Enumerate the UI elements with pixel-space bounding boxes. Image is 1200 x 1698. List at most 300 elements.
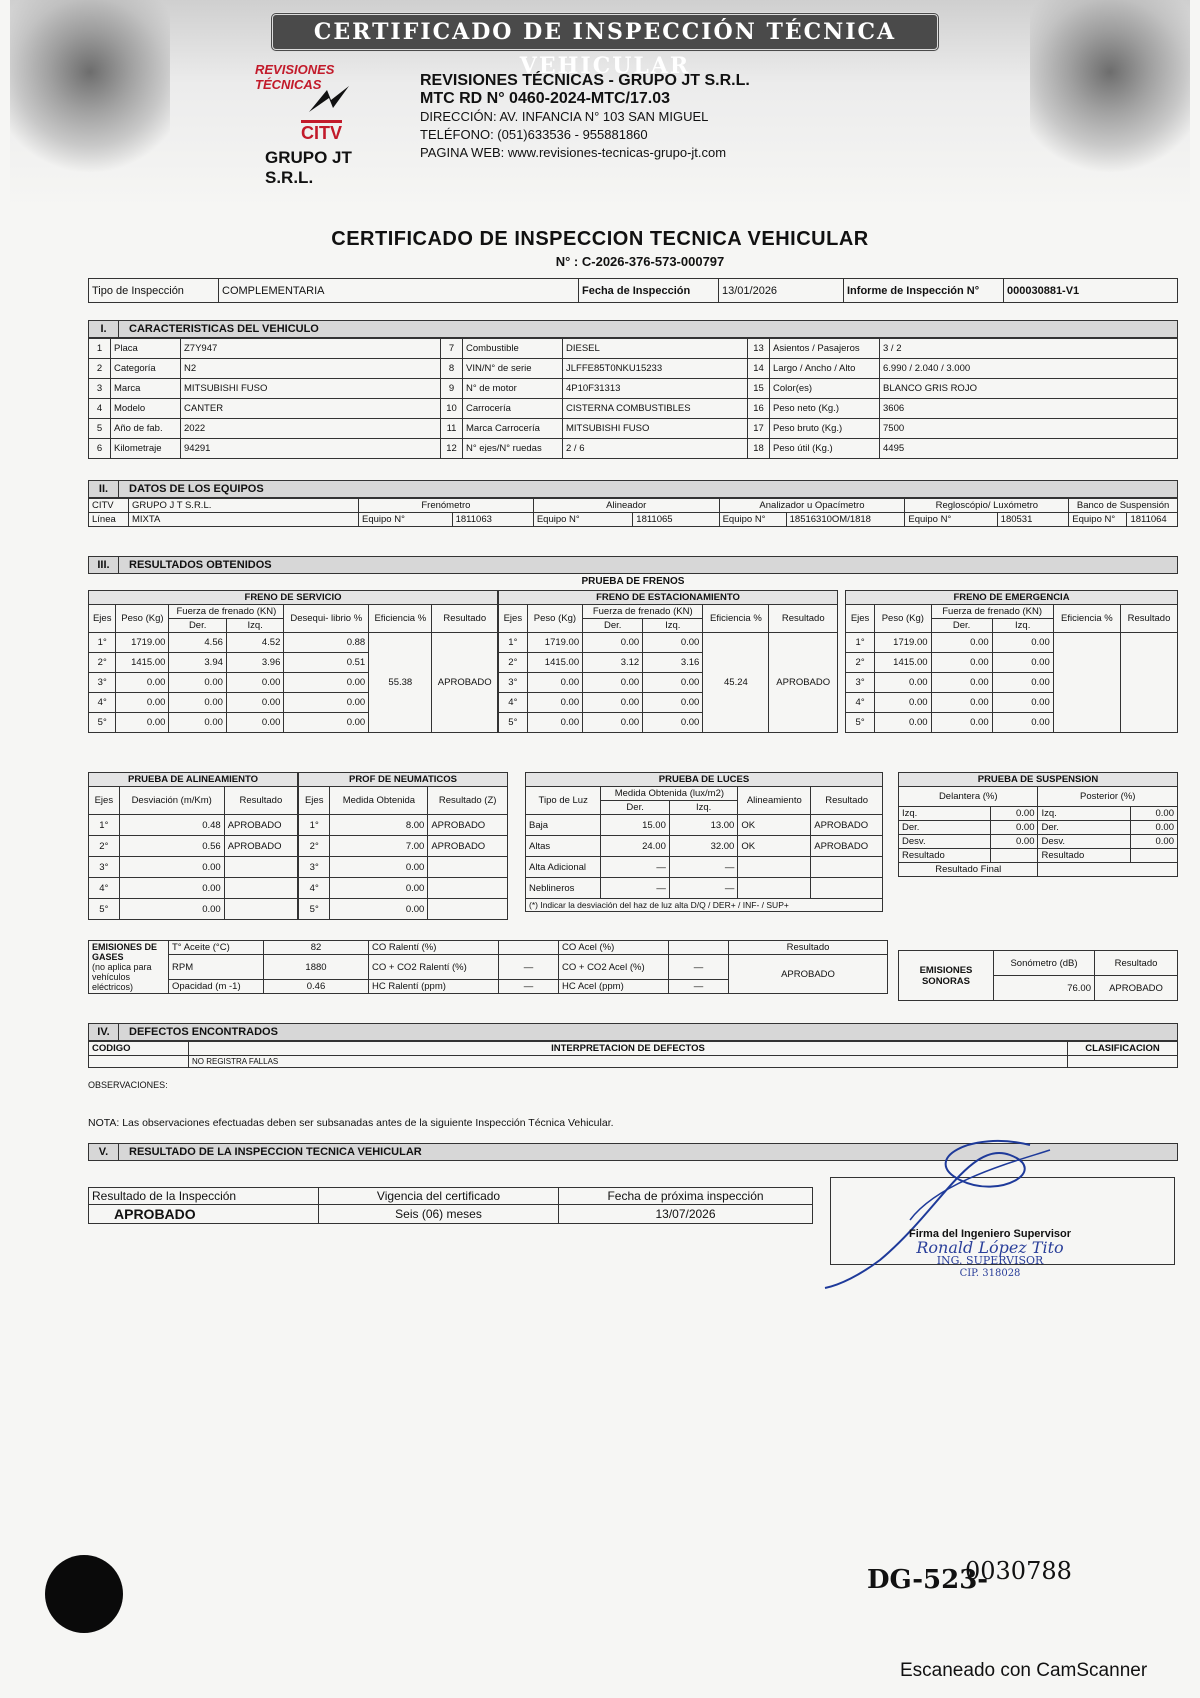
tires-title: PROF DE NEUMATICOS [299, 773, 508, 787]
eb-h-fuerza: Fuerza de frenado (KN) [931, 605, 1053, 619]
pb-h-ejes: Ejes [499, 605, 528, 633]
sb-h-izq: Izq. [226, 619, 283, 633]
vehicle-value-a: Z7Y947 [181, 339, 441, 359]
hc-ral-value: — [499, 980, 559, 994]
eb-peso: 1719.00 [875, 633, 931, 653]
table-row [89, 339, 1178, 359]
company-phone: TELÉFONO: (051)633536 - 955881860 [420, 127, 648, 142]
li-tipo: Alta Adicional [526, 857, 601, 878]
table-row [89, 379, 1178, 399]
ti-h-medida: Medida Obtenida [330, 787, 428, 815]
equip-name-1: Alineador [533, 499, 719, 513]
sb-izq: 4.52 [226, 633, 283, 653]
gases-cell [89, 941, 169, 994]
vehicle-label-c: Peso neto (Kg.) [770, 399, 880, 419]
vehicle-num-c: 17 [748, 419, 770, 439]
sb-peso: 0.00 [116, 693, 169, 713]
vehicle-num-b: 10 [441, 399, 463, 419]
section-1-header [88, 320, 1178, 338]
vehicle-value-a: 94291 [181, 439, 441, 459]
clasif-header: CLASIFICACION [1068, 1042, 1178, 1056]
li-izq: 13.00 [669, 815, 737, 836]
su-p-izq: 0.00 [1130, 807, 1177, 821]
al-res: APROBADO [224, 836, 297, 857]
eb-der: 0.00 [931, 633, 992, 653]
li-h-der: Der. [601, 801, 669, 815]
vehicle-num-a: 4 [89, 399, 111, 419]
su-final: Resultado Final [899, 863, 1038, 877]
informe-label: Informe de Inspección N° [844, 279, 1004, 303]
sb-eje: 5° [89, 713, 116, 733]
supervisor-name: Ronald López Tito [916, 1238, 1064, 1257]
sb-der: 3.94 [169, 653, 226, 673]
equipment-table [88, 498, 1178, 527]
punch-hole [45, 1555, 123, 1633]
section-5-num: V. [89, 1144, 119, 1160]
coco2-ral-label: CO + CO2 Ralentí (%) [369, 955, 499, 980]
sb-der: 0.00 [169, 693, 226, 713]
pb-eje: 5° [499, 713, 528, 733]
informe-value: 000030881-V1 [1004, 279, 1178, 303]
pb-izq: 3.16 [643, 653, 703, 673]
vigencia-label: Vigencia del certificado [319, 1188, 559, 1205]
eb-izq: 0.00 [992, 633, 1053, 653]
sb-eje: 2° [89, 653, 116, 673]
vehicle-num-a: 2 [89, 359, 111, 379]
sb-h-deseq: Desequi- librio % [284, 605, 369, 633]
eb-h-peso: Peso (Kg) [875, 605, 931, 633]
al-desv: 0.48 [119, 815, 224, 836]
vehicle-label-c: Peso bruto (Kg.) [770, 419, 880, 439]
vehicle-num-b: 12 [441, 439, 463, 459]
equip-name-3: Regloscópio/ Luxómetro [905, 499, 1069, 513]
sb-izq: 0.00 [226, 673, 283, 693]
eb-eje: 3° [846, 673, 875, 693]
nota-text: NOTA: Las observaciones efectuadas deben ser subsanadas antes de la siguiente Inspección Técnica Vehicular. [88, 1117, 614, 1129]
vehicle-num-b: 8 [441, 359, 463, 379]
equip-num-0: 1811063 [452, 513, 533, 527]
signature-label: Firma del Ingeniero Supervisor [909, 1228, 1071, 1240]
gas-emissions-table [88, 940, 888, 994]
opac-label: Opacidad (m -1) [169, 980, 264, 994]
su-der-l2: Der. [1038, 821, 1130, 835]
al-res: APROBADO [224, 815, 297, 836]
service-brake-table [88, 590, 498, 733]
logo-mark: CITV [301, 120, 342, 144]
eb-der: 0.00 [931, 713, 992, 733]
al-desv: 0.00 [119, 899, 224, 920]
sb-h-res: Resultado [432, 605, 498, 633]
eb-peso: 0.00 [875, 673, 931, 693]
al-h-res: Resultado [224, 787, 297, 815]
logo-arc-text: REVISIONES TÉCNICAS [255, 62, 335, 92]
defects-table [88, 1041, 1178, 1068]
vehicle-value-b: 4P10F31313 [563, 379, 748, 399]
eb-izq: 0.00 [992, 693, 1053, 713]
sb-izq: 3.96 [226, 653, 283, 673]
section-2-title: DATOS DE LOS EQUIPOS [129, 483, 264, 495]
sono-res-value: APROBADO [1095, 976, 1178, 1001]
li-der: — [601, 857, 669, 878]
sb-deseq: 0.00 [284, 673, 369, 693]
al-eje: 1° [89, 815, 120, 836]
aceite-value: 82 [264, 941, 369, 955]
sb-peso: 1415.00 [116, 653, 169, 673]
sb-deseq: 0.88 [284, 633, 369, 653]
vehicle-num-b: 11 [441, 419, 463, 439]
ti-res [428, 857, 508, 878]
pb-izq: 0.00 [643, 633, 703, 653]
sb-peso: 0.00 [116, 713, 169, 733]
vehicle-num-c: 13 [748, 339, 770, 359]
citv-label: CITV [89, 499, 129, 513]
li-res: APROBADO [811, 815, 883, 836]
vehicle-num-c: 18 [748, 439, 770, 459]
sb-eje: 4° [89, 693, 116, 713]
pb-peso: 1719.00 [527, 633, 582, 653]
sb-der: 4.56 [169, 633, 226, 653]
vehicle-label-a: Modelo [111, 399, 181, 419]
equip-label-3: Equipo N° [905, 513, 997, 527]
table-row [89, 815, 298, 836]
sono-value: 76.00 [994, 976, 1095, 1001]
li-izq: — [669, 857, 737, 878]
serial-prefix: DG-523- [867, 1565, 989, 1595]
emergency-brake-title: FRENO DE EMERGENCIA [846, 591, 1178, 605]
table-row [89, 399, 1178, 419]
vehicle-label-b: N° de motor [463, 379, 563, 399]
eb-peso: 1415.00 [875, 653, 931, 673]
sb-peso: 0.00 [116, 673, 169, 693]
li-res: APROBADO [811, 836, 883, 857]
al-res [224, 878, 297, 899]
alignment-table [88, 772, 298, 920]
vehicle-label-b: Combustible [463, 339, 563, 359]
hc-acel-label: HC Acel (ppm) [559, 980, 669, 994]
vehicle-value-c: 3606 [880, 399, 1178, 419]
pb-izq: 0.00 [643, 673, 703, 693]
eb-peso: 0.00 [875, 693, 931, 713]
li-der: — [601, 878, 669, 899]
table-row [299, 899, 508, 920]
equip-label-2: Equipo N° [719, 513, 786, 527]
su-p-der: 0.00 [1130, 821, 1177, 835]
al-h-ejes: Ejes [89, 787, 120, 815]
eb-der: 0.00 [931, 693, 992, 713]
pb-eje: 2° [499, 653, 528, 673]
company-logo [255, 62, 400, 187]
sb-izq: 0.00 [226, 713, 283, 733]
ti-eje: 4° [299, 878, 330, 899]
li-h-res: Resultado [811, 787, 883, 815]
li-izq: — [669, 878, 737, 899]
ti-res [428, 899, 508, 920]
su-desv-l: Desv. [899, 835, 991, 849]
al-eje: 2° [89, 836, 120, 857]
proxima-value: 13/07/2026 [559, 1205, 813, 1224]
vehicle-value-a: N2 [181, 359, 441, 379]
pb-peso: 1415.00 [527, 653, 582, 673]
vehicle-label-c: Largo / Ancho / Alto [770, 359, 880, 379]
equip-label-0: Equipo N° [359, 513, 453, 527]
company-info [420, 72, 750, 162]
al-res [224, 857, 297, 878]
suspension-title: PRUEBA DE SUSPENSION [899, 773, 1178, 787]
section-5-title: RESULTADO DE LA INSPECCION TECNICA VEHICULAR [129, 1146, 422, 1158]
sb-h-efic: Eficiencia % [369, 605, 432, 633]
sb-eficiencia: 55.38 [369, 633, 432, 733]
table-row [499, 633, 838, 653]
ti-h-ejes: Ejes [299, 787, 330, 815]
lights-title: PRUEBA DE LUCES [526, 773, 883, 787]
eb-resultado [1120, 633, 1177, 733]
equip-label-4: Equipo N° [1069, 513, 1127, 527]
section-2-num: II. [89, 481, 119, 497]
li-alin: OK [738, 815, 811, 836]
vehicle-value-c: 7500 [880, 419, 1178, 439]
ti-h-res: Resultado (Z) [428, 787, 508, 815]
ti-res [428, 878, 508, 899]
ti-eje: 3° [299, 857, 330, 878]
table-row [89, 899, 298, 920]
vehicle-value-b: DIESEL [563, 339, 748, 359]
sb-h-fuerza: Fuerza de frenado (KN) [169, 605, 284, 619]
al-res [224, 899, 297, 920]
su-der-l: Der. [899, 821, 991, 835]
li-der: 15.00 [601, 815, 669, 836]
alignment-title: PRUEBA DE ALINEAMIENTO [89, 773, 298, 787]
vehicle-value-b: JLFFE85T0NKU15233 [563, 359, 748, 379]
li-alin: OK [738, 836, 811, 857]
eb-h-res: Resultado [1120, 605, 1177, 633]
li-tipo: Altas [526, 836, 601, 857]
table-row [89, 857, 298, 878]
sb-izq: 0.00 [226, 693, 283, 713]
sb-der: 0.00 [169, 713, 226, 733]
eb-eje: 4° [846, 693, 875, 713]
table-row [89, 836, 298, 857]
document-title: CERTIFICADO DE INSPECCION TECNICA VEHICULAR [331, 228, 869, 250]
ti-eje: 2° [299, 836, 330, 857]
equip-name-2: Analizador u Opacímetro [719, 499, 905, 513]
pb-resultado: APROBADO [769, 633, 838, 733]
guilloche-left [10, 0, 170, 180]
vehicle-label-a: Marca [111, 379, 181, 399]
vehicle-label-a: Categoría [111, 359, 181, 379]
section-1-num: I. [89, 321, 119, 337]
vehicle-label-b: Marca Carrocería [463, 419, 563, 439]
supervisor-role: ING. SUPERVISOR [936, 1254, 1044, 1267]
tires-table [298, 772, 508, 920]
fecha-label: Fecha de Inspección [579, 279, 719, 303]
eb-der: 0.00 [931, 673, 992, 693]
eb-h-izq: Izq. [992, 619, 1053, 633]
vehicle-value-a: 2022 [181, 419, 441, 439]
inspection-header-table [88, 278, 1178, 303]
serial-number: 0030788 [965, 1557, 1072, 1585]
banner-title: CERTIFICADO DE INSPECCIÓN TÉCNICA VEHICULAR [270, 12, 940, 52]
li-h-alin: Alineamiento [738, 787, 811, 815]
al-desv: 0.00 [119, 878, 224, 899]
vehicle-num-a: 1 [89, 339, 111, 359]
lights-note: (*) Indicar la desviación del haz de luz alta D/Q / DER+ / INF- / SUP+ [526, 899, 883, 912]
result-table [88, 1187, 813, 1224]
pb-peso: 0.00 [527, 673, 582, 693]
sb-eje: 3° [89, 673, 116, 693]
tipo-value: COMPLEMENTARIA [219, 279, 579, 303]
ti-medida: 0.00 [330, 857, 428, 878]
ti-medida: 7.00 [330, 836, 428, 857]
ti-res: APROBADO [428, 815, 508, 836]
sb-der: 0.00 [169, 673, 226, 693]
su-d-der: 0.00 [991, 821, 1038, 835]
su-izq-l: Izq. [899, 807, 991, 821]
vehicle-value-a: CANTER [181, 399, 441, 419]
li-h-medida: Medida Obtenida (lux/m2) [601, 787, 738, 801]
al-eje: 4° [89, 878, 120, 899]
noise-emissions-table [898, 950, 1178, 1001]
linea-value: MIXTA [129, 513, 359, 527]
suspension-table [898, 772, 1178, 877]
company-name: REVISIONES TÉCNICAS - GRUPO JT S.R.L. [420, 72, 750, 89]
vehicle-num-b: 7 [441, 339, 463, 359]
table-row [846, 633, 1178, 653]
rpm-value: 1880 [264, 955, 369, 980]
li-der: 24.00 [601, 836, 669, 857]
vehicle-value-a: MITSUBISHI FUSO [181, 379, 441, 399]
aceite-label: T° Aceite (°C) [169, 941, 264, 955]
su-delantera: Delantera (%) [899, 787, 1038, 807]
section-3-num: III. [89, 557, 119, 573]
pb-der: 0.00 [583, 713, 643, 733]
vehicle-value-c: BLANCO GRIS ROJO [880, 379, 1178, 399]
gases-sub: (no aplica para vehículos eléctricos) [92, 962, 152, 992]
guilloche-right [1030, 0, 1190, 180]
vehicle-label-a: Placa [111, 339, 181, 359]
codigo-header: CODIGO [89, 1042, 189, 1056]
supervisor-cip: CIP. 318028 [959, 1268, 1021, 1279]
section-4-header [88, 1023, 1178, 1041]
vehicle-num-b: 9 [441, 379, 463, 399]
vehicle-num-c: 15 [748, 379, 770, 399]
li-h-tipo: Tipo de Luz [526, 787, 601, 815]
result-label: Resultado de la Inspección [89, 1188, 319, 1205]
eb-peso: 0.00 [875, 713, 931, 733]
su-posterior: Posterior (%) [1038, 787, 1178, 807]
vehicle-num-c: 16 [748, 399, 770, 419]
al-h-desv: Desviación (m/Km) [119, 787, 224, 815]
company-web: PAGINA WEB: www.revisiones-tecnicas-grupo-jt.com [420, 145, 727, 160]
co-ral-label: CO Ralentí (%) [369, 941, 499, 955]
table-row [299, 878, 508, 899]
sb-h-peso: Peso (Kg) [116, 605, 169, 633]
table-row [299, 836, 508, 857]
hc-acel-value: — [669, 980, 729, 994]
eb-izq: 0.00 [992, 713, 1053, 733]
interp-header: INTERPRETACION DE DEFECTOS [189, 1042, 1068, 1056]
pb-h-efic: Eficiencia % [703, 605, 769, 633]
equip-num-4: 1811064 [1127, 513, 1178, 527]
vehicle-value-b: MITSUBISHI FUSO [563, 419, 748, 439]
hc-ral-label: HC Ralentí (ppm) [369, 980, 499, 994]
su-d-izq: 0.00 [991, 807, 1038, 821]
eb-h-ejes: Ejes [846, 605, 875, 633]
company-address: DIRECCIÓN: AV. INFANCIA N° 103 SAN MIGUEL [420, 109, 709, 124]
su-d-desv: 0.00 [991, 835, 1038, 849]
li-alin [738, 857, 811, 878]
table-row [89, 419, 1178, 439]
tipo-label: Tipo de Inspección [89, 279, 219, 303]
vigencia-value: Seis (06) meses [319, 1205, 559, 1224]
gas-res-label: Resultado [729, 941, 888, 955]
emergency-brake-table [845, 590, 1178, 733]
table-row [89, 878, 298, 899]
table-row [526, 836, 883, 857]
li-res [811, 878, 883, 899]
table-row [89, 633, 498, 653]
table-row [299, 815, 508, 836]
ti-res: APROBADO [428, 836, 508, 857]
lights-table [525, 772, 883, 912]
vehicle-value-b: CISTERNA COMBUSTIBLES [563, 399, 748, 419]
li-izq: 32.00 [669, 836, 737, 857]
table-row [89, 359, 1178, 379]
vehicle-label-b: N° ejes/N° ruedas [463, 439, 563, 459]
parking-brake-title: FRENO DE ESTACIONAMIENTO [499, 591, 838, 605]
li-alin [738, 878, 811, 899]
scanner-watermark: Escaneado con CamScanner [900, 1660, 1148, 1681]
supervisor-stamp [870, 1228, 1110, 1280]
pb-h-res: Resultado [769, 605, 838, 633]
table-row [299, 857, 508, 878]
observaciones-label: OBSERVACIONES: [88, 1080, 168, 1090]
al-desv: 0.00 [119, 857, 224, 878]
coco2-ral-value: — [499, 955, 559, 980]
pb-der: 0.00 [583, 693, 643, 713]
pb-eficiencia: 45.24 [703, 633, 769, 733]
fecha-value: 13/01/2026 [719, 279, 844, 303]
pb-peso: 0.00 [527, 693, 582, 713]
vehicle-label-a: Kilometraje [111, 439, 181, 459]
citv-value: GRUPO J T S.R.L. [129, 499, 359, 513]
rpm-label: RPM [169, 955, 264, 980]
sonoras-title: EMISIONES SONORAS [899, 951, 994, 1001]
li-res [811, 857, 883, 878]
vehicle-label-c: Peso útil (Kg.) [770, 439, 880, 459]
sb-peso: 1719.00 [116, 633, 169, 653]
equip-num-3: 180531 [997, 513, 1069, 527]
su-p-desv: 0.00 [1130, 835, 1177, 849]
section-4-num: IV. [89, 1024, 119, 1040]
proxima-label: Fecha de próxima inspección [559, 1188, 813, 1205]
section-2-header [88, 480, 1178, 498]
sb-deseq: 0.51 [284, 653, 369, 673]
service-brake-title: FRENO DE SERVICIO [89, 591, 498, 605]
coco2-acel-value: — [669, 955, 729, 980]
ti-medida: 8.00 [330, 815, 428, 836]
vehicle-table [88, 338, 1178, 459]
pb-der: 3.12 [583, 653, 643, 673]
eb-eje: 1° [846, 633, 875, 653]
sb-eje: 1° [89, 633, 116, 653]
pb-eje: 4° [499, 693, 528, 713]
vehicle-label-c: Color(es) [770, 379, 880, 399]
eb-h-efic: Eficiencia % [1053, 605, 1120, 633]
pb-eje: 3° [499, 673, 528, 693]
eb-izq: 0.00 [992, 653, 1053, 673]
vehicle-num-a: 3 [89, 379, 111, 399]
li-tipo: Neblineros [526, 878, 601, 899]
